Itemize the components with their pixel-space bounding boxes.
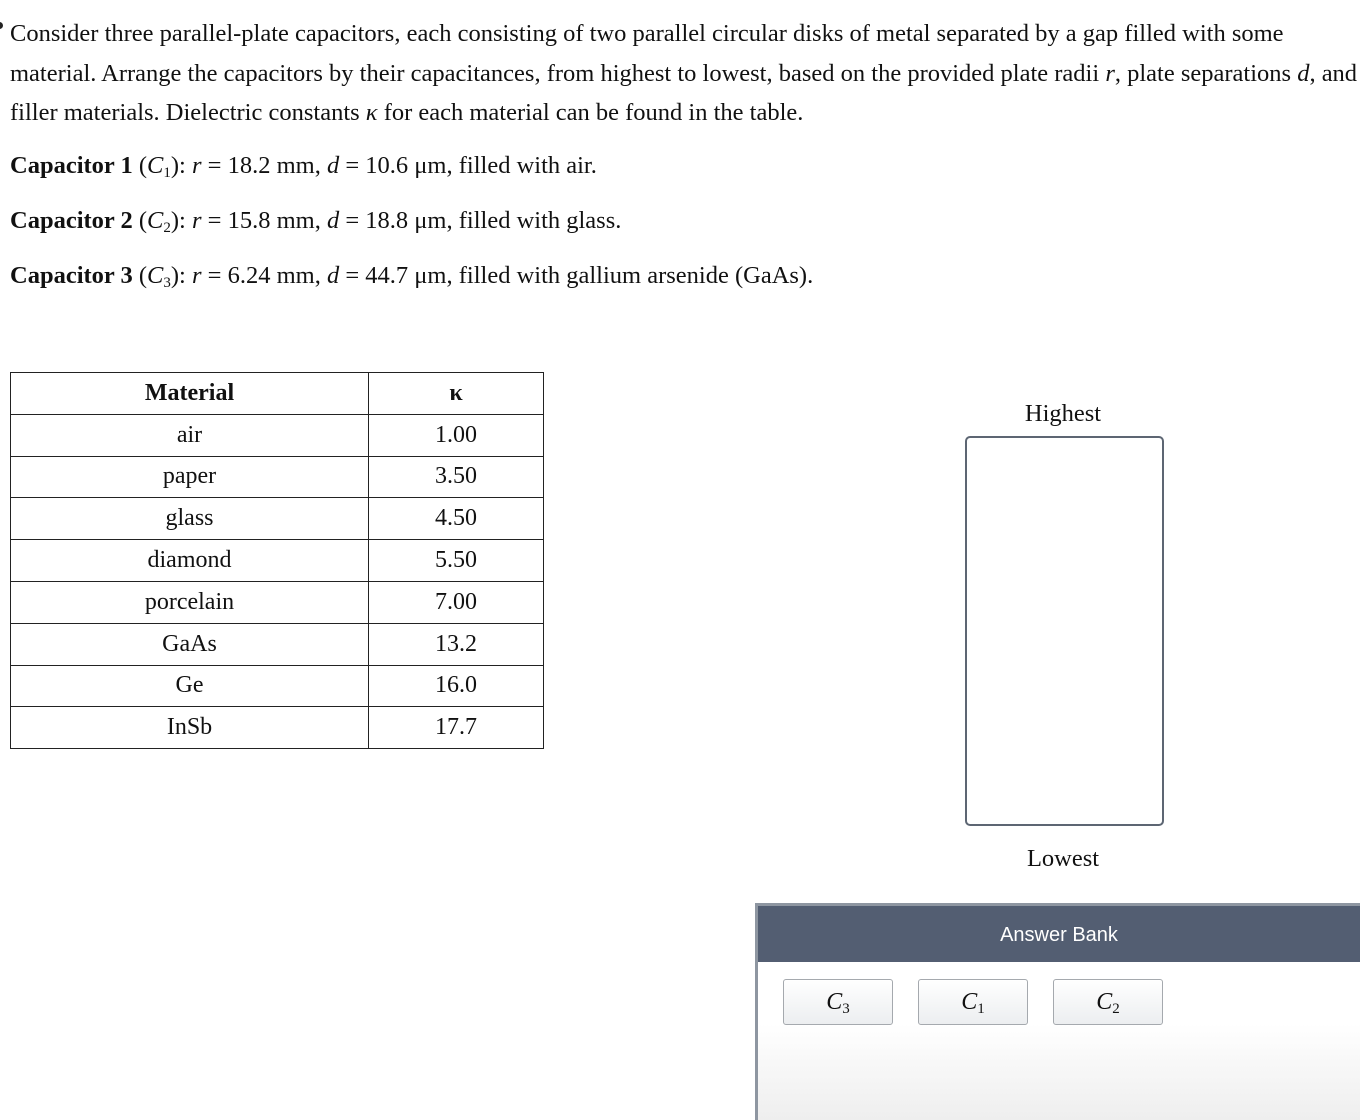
kappa-cell: 13.2	[369, 623, 544, 665]
capacitor-name: Capacitor 1	[10, 152, 133, 179]
material-cell: Ge	[11, 665, 369, 707]
filler-text: filled with gallium arsenide (GaAs).	[458, 262, 814, 289]
radius-value: 15.8 mm	[227, 207, 315, 234]
material-cell: InSb	[11, 707, 369, 749]
kappa-cell: 3.50	[369, 456, 544, 498]
radius-value: 6.24 mm	[227, 262, 315, 289]
edge-marker	[0, 22, 3, 29]
question-text: Consider three parallel-plate capacitors, each consisting of two parallel circular disks of metal separated by a gap filled with some material. Arrange the capacitors by their capacitances, from highest to lowest, based on the provided plate radii r, plate separations d, and filler materials. Dielectric constants κ for each material can be found in the table.	[10, 20, 1358, 126]
material-cell: air	[11, 414, 369, 456]
highest-label: Highest	[1024, 400, 1102, 427]
answer-bank	[755, 903, 1360, 1120]
capacitor-2-spec: Capacitor 2 $(C_2)$: r = 15.8 mm, d = 18.8 μm, filled with glass.	[10, 207, 622, 236]
ranking-drop-zone[interactable]	[965, 436, 1164, 826]
capacitor-name: Capacitor 2	[10, 207, 133, 234]
table-row	[11, 540, 544, 582]
column-header-kappa: κ	[369, 373, 544, 415]
answer-chip-c3[interactable]: C3	[783, 979, 893, 1025]
material-cell: paper	[11, 456, 369, 498]
separation-value: 44.7 μm	[365, 262, 447, 289]
material-cell: GaAs	[11, 623, 369, 665]
dielectric-constant-table	[10, 372, 544, 749]
capacitor-name: Capacitor 3	[10, 262, 133, 289]
radius-value: 18.2 mm	[227, 152, 315, 179]
kappa-cell: 4.50	[369, 498, 544, 540]
kappa-cell: 17.7	[369, 707, 544, 749]
material-cell: glass	[11, 498, 369, 540]
table-row	[11, 498, 544, 540]
table-row	[11, 707, 544, 749]
capacitor-1-spec: Capacitor 1 $(C_1)$: r = 18.2 mm, d = 10.6 μm, filled with air.	[10, 152, 597, 181]
answer-chip-c1[interactable]: C1	[918, 979, 1028, 1025]
answer-chip-c2[interactable]: C2	[1053, 979, 1163, 1025]
table-row	[11, 665, 544, 707]
capacitor-3-spec: Capacitor 3 $(C_3)$: r = 6.24 mm, d = 44.7 μm, filled with gallium arsenide (GaAs).	[10, 262, 814, 291]
separation-value: 10.6 μm	[365, 152, 447, 179]
filler-text: filled with glass.	[458, 207, 622, 234]
kappa-cell: 7.00	[369, 581, 544, 623]
kappa-cell: 16.0	[369, 665, 544, 707]
material-cell: diamond	[11, 540, 369, 582]
table-row	[11, 414, 544, 456]
table-header-row	[11, 373, 544, 415]
separation-value: 18.8 μm	[365, 207, 447, 234]
table-row	[11, 623, 544, 665]
table-row	[11, 456, 544, 498]
kappa-cell: 1.00	[369, 414, 544, 456]
answer-bank-title: Answer Bank	[758, 906, 1360, 962]
kappa-cell: 5.50	[369, 540, 544, 582]
table-row	[11, 581, 544, 623]
lowest-label: Lowest	[1026, 845, 1100, 872]
column-header-material: Material	[11, 373, 369, 415]
material-cell: porcelain	[11, 581, 369, 623]
filler-text: filled with air.	[458, 152, 597, 179]
